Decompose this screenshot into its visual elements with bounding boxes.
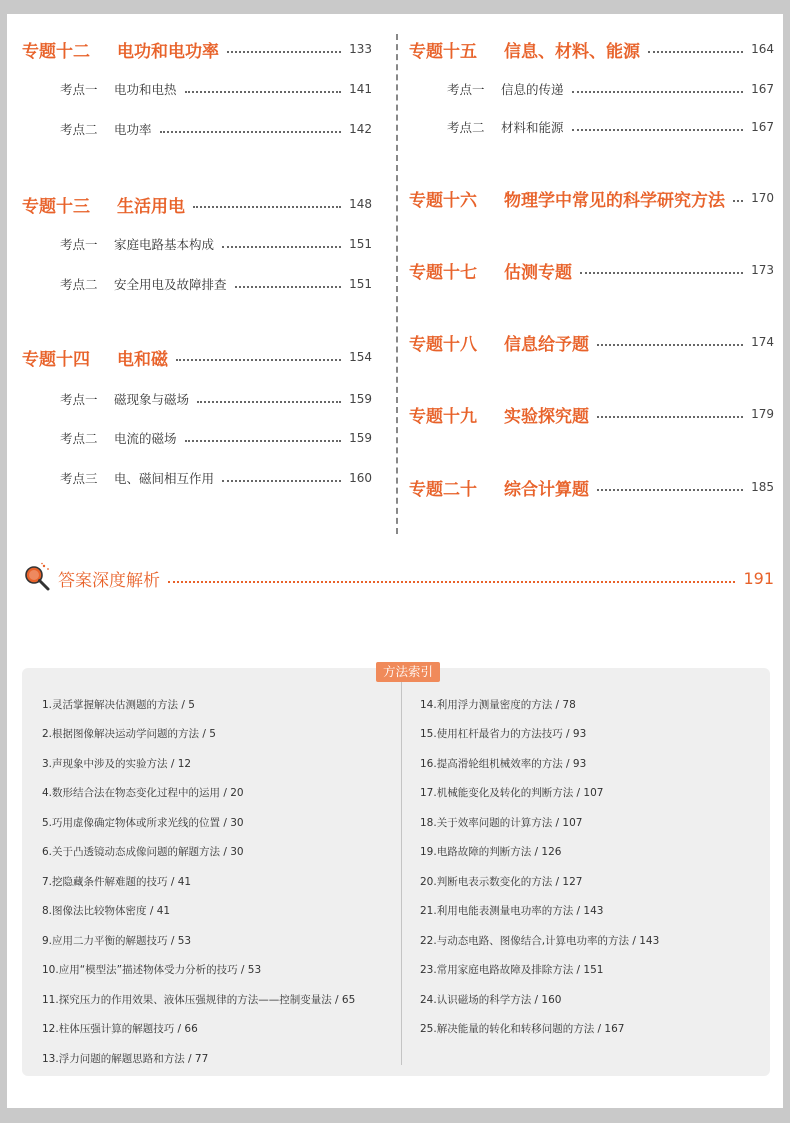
page-number: 141	[349, 82, 372, 96]
topic-number: 专题十三	[22, 196, 90, 217]
point-entry[interactable]	[409, 115, 774, 139]
topic-number: 专题十二	[22, 41, 90, 62]
method-item[interactable]: 4.数形结合法在物态变化过程中的运用 / 20	[42, 787, 244, 799]
topic-title: 电功和电功率	[117, 41, 219, 62]
dot-leader	[733, 200, 743, 202]
point-number: 考点二	[60, 122, 98, 137]
dot-leader	[572, 91, 744, 93]
topic-entry[interactable]	[409, 399, 774, 429]
dot-leader	[235, 286, 342, 288]
dot-leader	[580, 272, 743, 274]
dot-leader	[597, 416, 743, 418]
point-number: 考点三	[60, 471, 98, 486]
point-title: 材料和能源	[501, 120, 564, 135]
point-title: 电、磁间相互作用	[114, 471, 215, 486]
method-item[interactable]: 24.认识磁场的科学方法 / 160	[420, 994, 562, 1006]
method-item[interactable]: 19.电路故障的判断方法 / 126	[420, 846, 562, 858]
method-item[interactable]: 18.关于效率问题的计算方法 / 107	[420, 817, 583, 829]
dot-leader	[572, 129, 744, 131]
page-number: 133	[349, 42, 372, 56]
topic-title: 综合计算题	[504, 479, 589, 500]
point-title: 信息的传递	[501, 82, 564, 97]
method-item[interactable]: 21.利用电能表测量电功率的方法 / 143	[420, 905, 604, 917]
topic-number: 专题十五	[409, 41, 477, 62]
toc-page	[7, 14, 783, 1108]
page-number: 174	[751, 335, 774, 349]
point-entry[interactable]	[22, 117, 372, 141]
method-item[interactable]: 5.巧用虚像确定物体或所求光线的位置 / 30	[42, 817, 244, 829]
method-item[interactable]: 7.挖隐藏条件解难题的技巧 / 41	[42, 876, 192, 888]
dot-leader	[222, 246, 341, 248]
dot-leader	[176, 359, 341, 361]
point-entry[interactable]	[22, 77, 372, 101]
dot-leader	[193, 206, 341, 208]
method-item[interactable]: 13.浮力问题的解题思路和方法 / 77	[42, 1053, 209, 1065]
topic-entry[interactable]	[409, 327, 774, 357]
point-entry[interactable]	[409, 77, 774, 101]
point-title: 电功和电热	[114, 82, 177, 97]
page-number: 179	[751, 407, 774, 421]
method-item[interactable]: 8.图像法比较物体密度 / 41	[42, 905, 171, 917]
page-number: 164	[751, 42, 774, 56]
dot-leader	[227, 51, 341, 53]
topic-number: 专题十四	[22, 349, 90, 370]
magnifier-icon	[22, 562, 56, 594]
method-item[interactable]: 2.根据图像解决运动学问题的方法 / 5	[42, 728, 216, 740]
dot-leader	[597, 344, 743, 346]
method-item[interactable]: 12.柱体压强计算的解题技巧 / 66	[42, 1023, 198, 1035]
topic-title: 信息、材料、能源	[504, 41, 640, 62]
topic-title: 生活用电	[117, 196, 185, 217]
dot-leader	[197, 401, 341, 403]
point-title: 电功率	[114, 122, 152, 137]
page-number: 154	[349, 350, 372, 364]
answer-section-entry[interactable]	[22, 562, 774, 594]
method-index-divider	[401, 682, 402, 1065]
method-item[interactable]: 23.常用家庭电路故障及排除方法 / 151	[420, 964, 604, 976]
answer-section-title: 答案深度解析	[58, 570, 160, 591]
topic-entry[interactable]	[22, 342, 372, 372]
topic-title: 实验探究题	[504, 406, 589, 427]
method-item[interactable]: 14.利用浮力测量密度的方法 / 78	[420, 699, 576, 711]
page-number: 151	[349, 237, 372, 251]
page-number: 170	[751, 191, 774, 205]
topic-entry[interactable]	[22, 34, 372, 64]
point-number: 考点二	[447, 120, 485, 135]
topic-number: 专题二十	[409, 479, 477, 500]
topic-title: 电和磁	[117, 349, 168, 370]
topic-entry[interactable]	[22, 189, 372, 219]
topic-number: 专题十九	[409, 406, 477, 427]
method-item[interactable]: 1.灵活掌握解决估测题的方法 / 5	[42, 699, 195, 711]
page-number: 173	[751, 263, 774, 277]
point-title: 电流的磁场	[114, 431, 177, 446]
method-item[interactable]: 15.使用杠杆最省力的方法技巧 / 93	[420, 728, 587, 740]
column-divider	[396, 34, 398, 534]
point-title: 安全用电及故障排查	[114, 277, 227, 292]
page-number: 148	[349, 197, 372, 211]
point-entry[interactable]	[22, 272, 372, 296]
method-index-header: 方法索引	[376, 662, 440, 682]
topic-title: 信息给予题	[504, 334, 589, 355]
dot-leader	[185, 91, 342, 93]
page-number: 142	[349, 122, 372, 136]
dot-leader	[160, 131, 342, 133]
method-item[interactable]: 17.机械能变化及转化的判断方法 / 107	[420, 787, 604, 799]
page-number: 159	[349, 431, 372, 445]
dot-leader	[648, 51, 743, 53]
point-title: 磁现象与磁场	[114, 392, 190, 407]
topic-title: 物理学中常见的科学研究方法	[504, 190, 725, 211]
dot-leader	[597, 489, 743, 491]
method-index-box	[22, 664, 770, 1076]
page-number: 191	[743, 568, 774, 588]
point-entry[interactable]	[22, 466, 372, 490]
topic-number: 专题十七	[409, 262, 477, 283]
dot-leader	[222, 480, 341, 482]
dot-leader	[185, 440, 342, 442]
method-item[interactable]: 11.探究压力的作用效果、液体压强规律的方法——控制变量法 / 65	[42, 994, 356, 1006]
point-entry[interactable]	[22, 387, 372, 411]
topic-number: 专题十八	[409, 334, 477, 355]
method-item[interactable]: 22.与动态电路、图像结合,计算电功率的方法 / 143	[420, 935, 660, 947]
point-number: 考点一	[447, 82, 485, 97]
method-item[interactable]: 6.关于凸透镜动态成像问题的解题方法 / 30	[42, 846, 244, 858]
method-item[interactable]: 16.提高滑轮组机械效率的方法 / 93	[420, 758, 587, 770]
topic-number: 专题十六	[409, 190, 477, 211]
method-item[interactable]: 20.判断电表示数变化的方法 / 127	[420, 876, 583, 888]
point-number: 考点一	[60, 82, 98, 97]
page-number: 167	[751, 82, 774, 96]
topic-entry[interactable]	[409, 34, 774, 64]
method-item[interactable]: 25.解决能量的转化和转移问题的方法 / 167	[420, 1023, 625, 1035]
page-number: 159	[349, 392, 372, 406]
method-item[interactable]: 9.应用二力平衡的解题技巧 / 53	[42, 935, 192, 947]
point-number: 考点二	[60, 277, 98, 292]
topic-entry[interactable]	[409, 183, 774, 213]
topic-entry[interactable]	[409, 255, 774, 285]
dot-leader	[168, 581, 735, 583]
point-number: 考点一	[60, 237, 98, 252]
page-number: 151	[349, 277, 372, 291]
topic-title: 估测专题	[504, 262, 572, 283]
topic-entry[interactable]	[409, 472, 774, 502]
page-number: 167	[751, 120, 774, 134]
point-title: 家庭电路基本构成	[114, 237, 215, 252]
page-number: 185	[751, 480, 774, 494]
point-entry[interactable]	[22, 426, 372, 450]
point-entry[interactable]	[22, 232, 372, 256]
point-number: 考点二	[60, 431, 98, 446]
method-item[interactable]: 3.声现象中涉及的实验方法 / 12	[42, 758, 192, 770]
page-number: 160	[349, 471, 372, 485]
point-number: 考点一	[60, 392, 98, 407]
method-item[interactable]: 10.应用“模型法”描述物体受力分析的技巧 / 53	[42, 964, 262, 976]
